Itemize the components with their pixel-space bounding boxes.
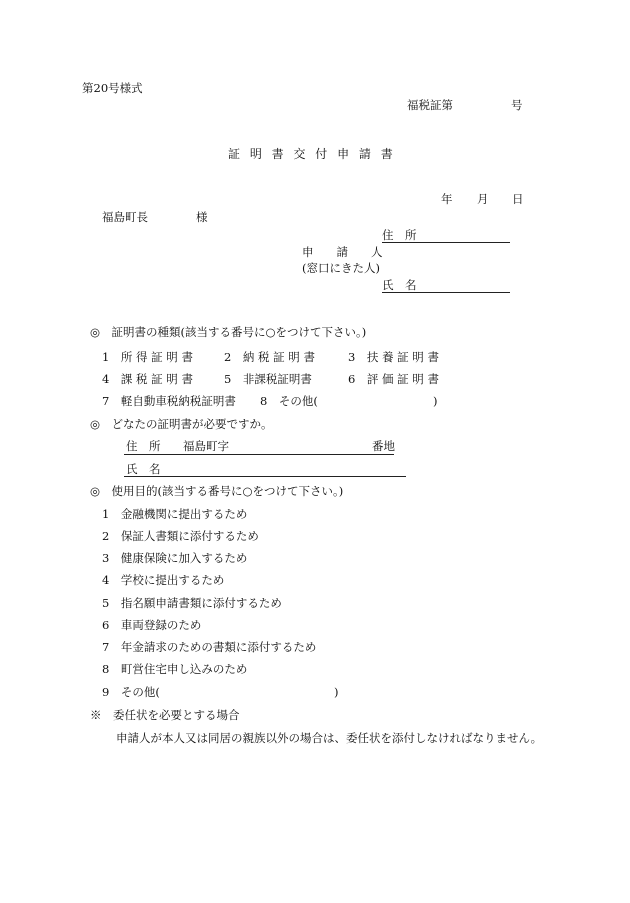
applicant-address-label: 住 所: [382, 228, 417, 242]
whose-heading: ◎ どなたの証明書が必要ですか。: [90, 417, 273, 431]
cert-option-non-taxation[interactable]: 5 非課税証明書: [224, 372, 312, 386]
purpose-option-public-housing[interactable]: 8 町営住宅申し込みのため: [102, 662, 248, 676]
whose-name-label: 氏 名: [126, 462, 161, 476]
applicant-role-label: 申 請 人: [302, 245, 383, 259]
receipt-number-prefix: 福税証第: [407, 98, 453, 112]
date-month-label: 月: [477, 192, 489, 206]
cert-option-light-vehicle-tax[interactable]: 7 軽自動車税納税証明書: [102, 394, 236, 408]
cert-types-heading: ◎ 証明書の種類(該当する番号に○をつけて下さい。): [90, 325, 367, 339]
purpose-option-pension[interactable]: 7 年金請求のための書類に添付するため: [102, 640, 317, 654]
addressee-name: 福島町長: [102, 210, 148, 224]
date-year-label: 年: [441, 192, 453, 206]
whose-address-label: 住 所: [126, 439, 161, 453]
purpose-option-other-close: ): [334, 685, 339, 699]
purpose-option-other[interactable]: 9 その他(: [102, 685, 160, 699]
purpose-option-health-insurance[interactable]: 3 健康保険に加入するため: [102, 551, 248, 565]
addressee-honorific: 様: [196, 210, 208, 224]
whose-town: 福島町字: [183, 439, 229, 453]
purpose-option-guarantor[interactable]: 2 保証人書類に添付するため: [102, 529, 259, 543]
form-number: 第20号様式: [82, 81, 143, 95]
cert-option-valuation[interactable]: 6 評 価 証 明 書: [348, 372, 439, 386]
applicant-name-label: 氏 名: [382, 278, 417, 292]
date-day-label: 日: [512, 192, 524, 206]
cert-option-taxation[interactable]: 4 課 税 証 明 書: [102, 372, 193, 386]
document-title: 証 明 書 交 付 申 請 書: [228, 147, 396, 161]
purpose-option-vehicle-registration[interactable]: 6 車両登録のため: [102, 618, 202, 632]
purpose-option-financial[interactable]: 1 金融機関に提出するため: [102, 507, 248, 521]
purpose-option-bid-application[interactable]: 5 指名願申請書類に添付するため: [102, 596, 282, 610]
whose-address-line[interactable]: [124, 454, 394, 455]
cert-option-dependent[interactable]: 3 扶 養 証 明 書: [348, 350, 439, 364]
purpose-option-school[interactable]: 4 学校に提出するため: [102, 573, 225, 587]
whose-banchi: 番地: [372, 439, 395, 453]
whose-name-line[interactable]: [124, 476, 406, 477]
applicant-address-line[interactable]: [382, 242, 510, 243]
applicant-role-note: (窓口にきた人): [302, 261, 380, 275]
cert-option-tax-payment[interactable]: 2 納 税 証 明 書: [224, 350, 315, 364]
cert-option-other-close: ): [433, 394, 438, 408]
proxy-note-text: 申請人が本人又は同居の親族以外の場合は、委任状を添付しなければなりません。: [116, 731, 543, 745]
cert-option-other[interactable]: 8 その他(: [260, 394, 318, 408]
receipt-number-suffix: 号: [511, 98, 523, 112]
applicant-name-line[interactable]: [382, 292, 510, 293]
proxy-note-heading: ※ 委任状を必要とする場合: [90, 708, 240, 722]
cert-option-income[interactable]: 1 所 得 証 明 書: [102, 350, 193, 364]
purpose-heading: ◎ 使用目的(該当する番号に○をつけて下さい。): [90, 484, 344, 498]
